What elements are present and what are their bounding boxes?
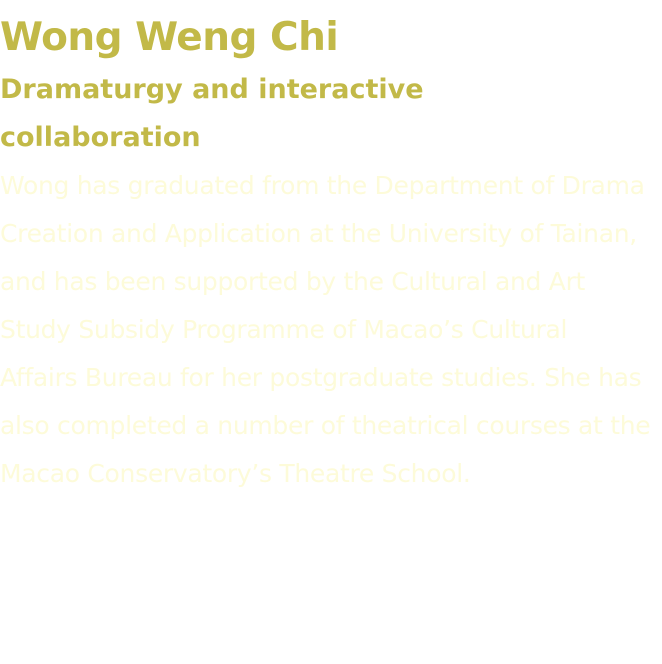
person-biography: Wong has graduated from the Department of Drama Creation and Application at the University of Tainan, and has been supported by the Cultural and Art Study Subsidy Programme of Macao’s Cultural Affairs Bureau for her postgraduate studies. She has also completed a number of theatrical courses at the Macao Conservatory’s Theatre School. [0,171,651,488]
person-role: Dramaturgy and interactive collaboration [0,74,424,153]
person-name: Wong Weng Chi [0,15,339,60]
bio-card [0,10,662,664]
